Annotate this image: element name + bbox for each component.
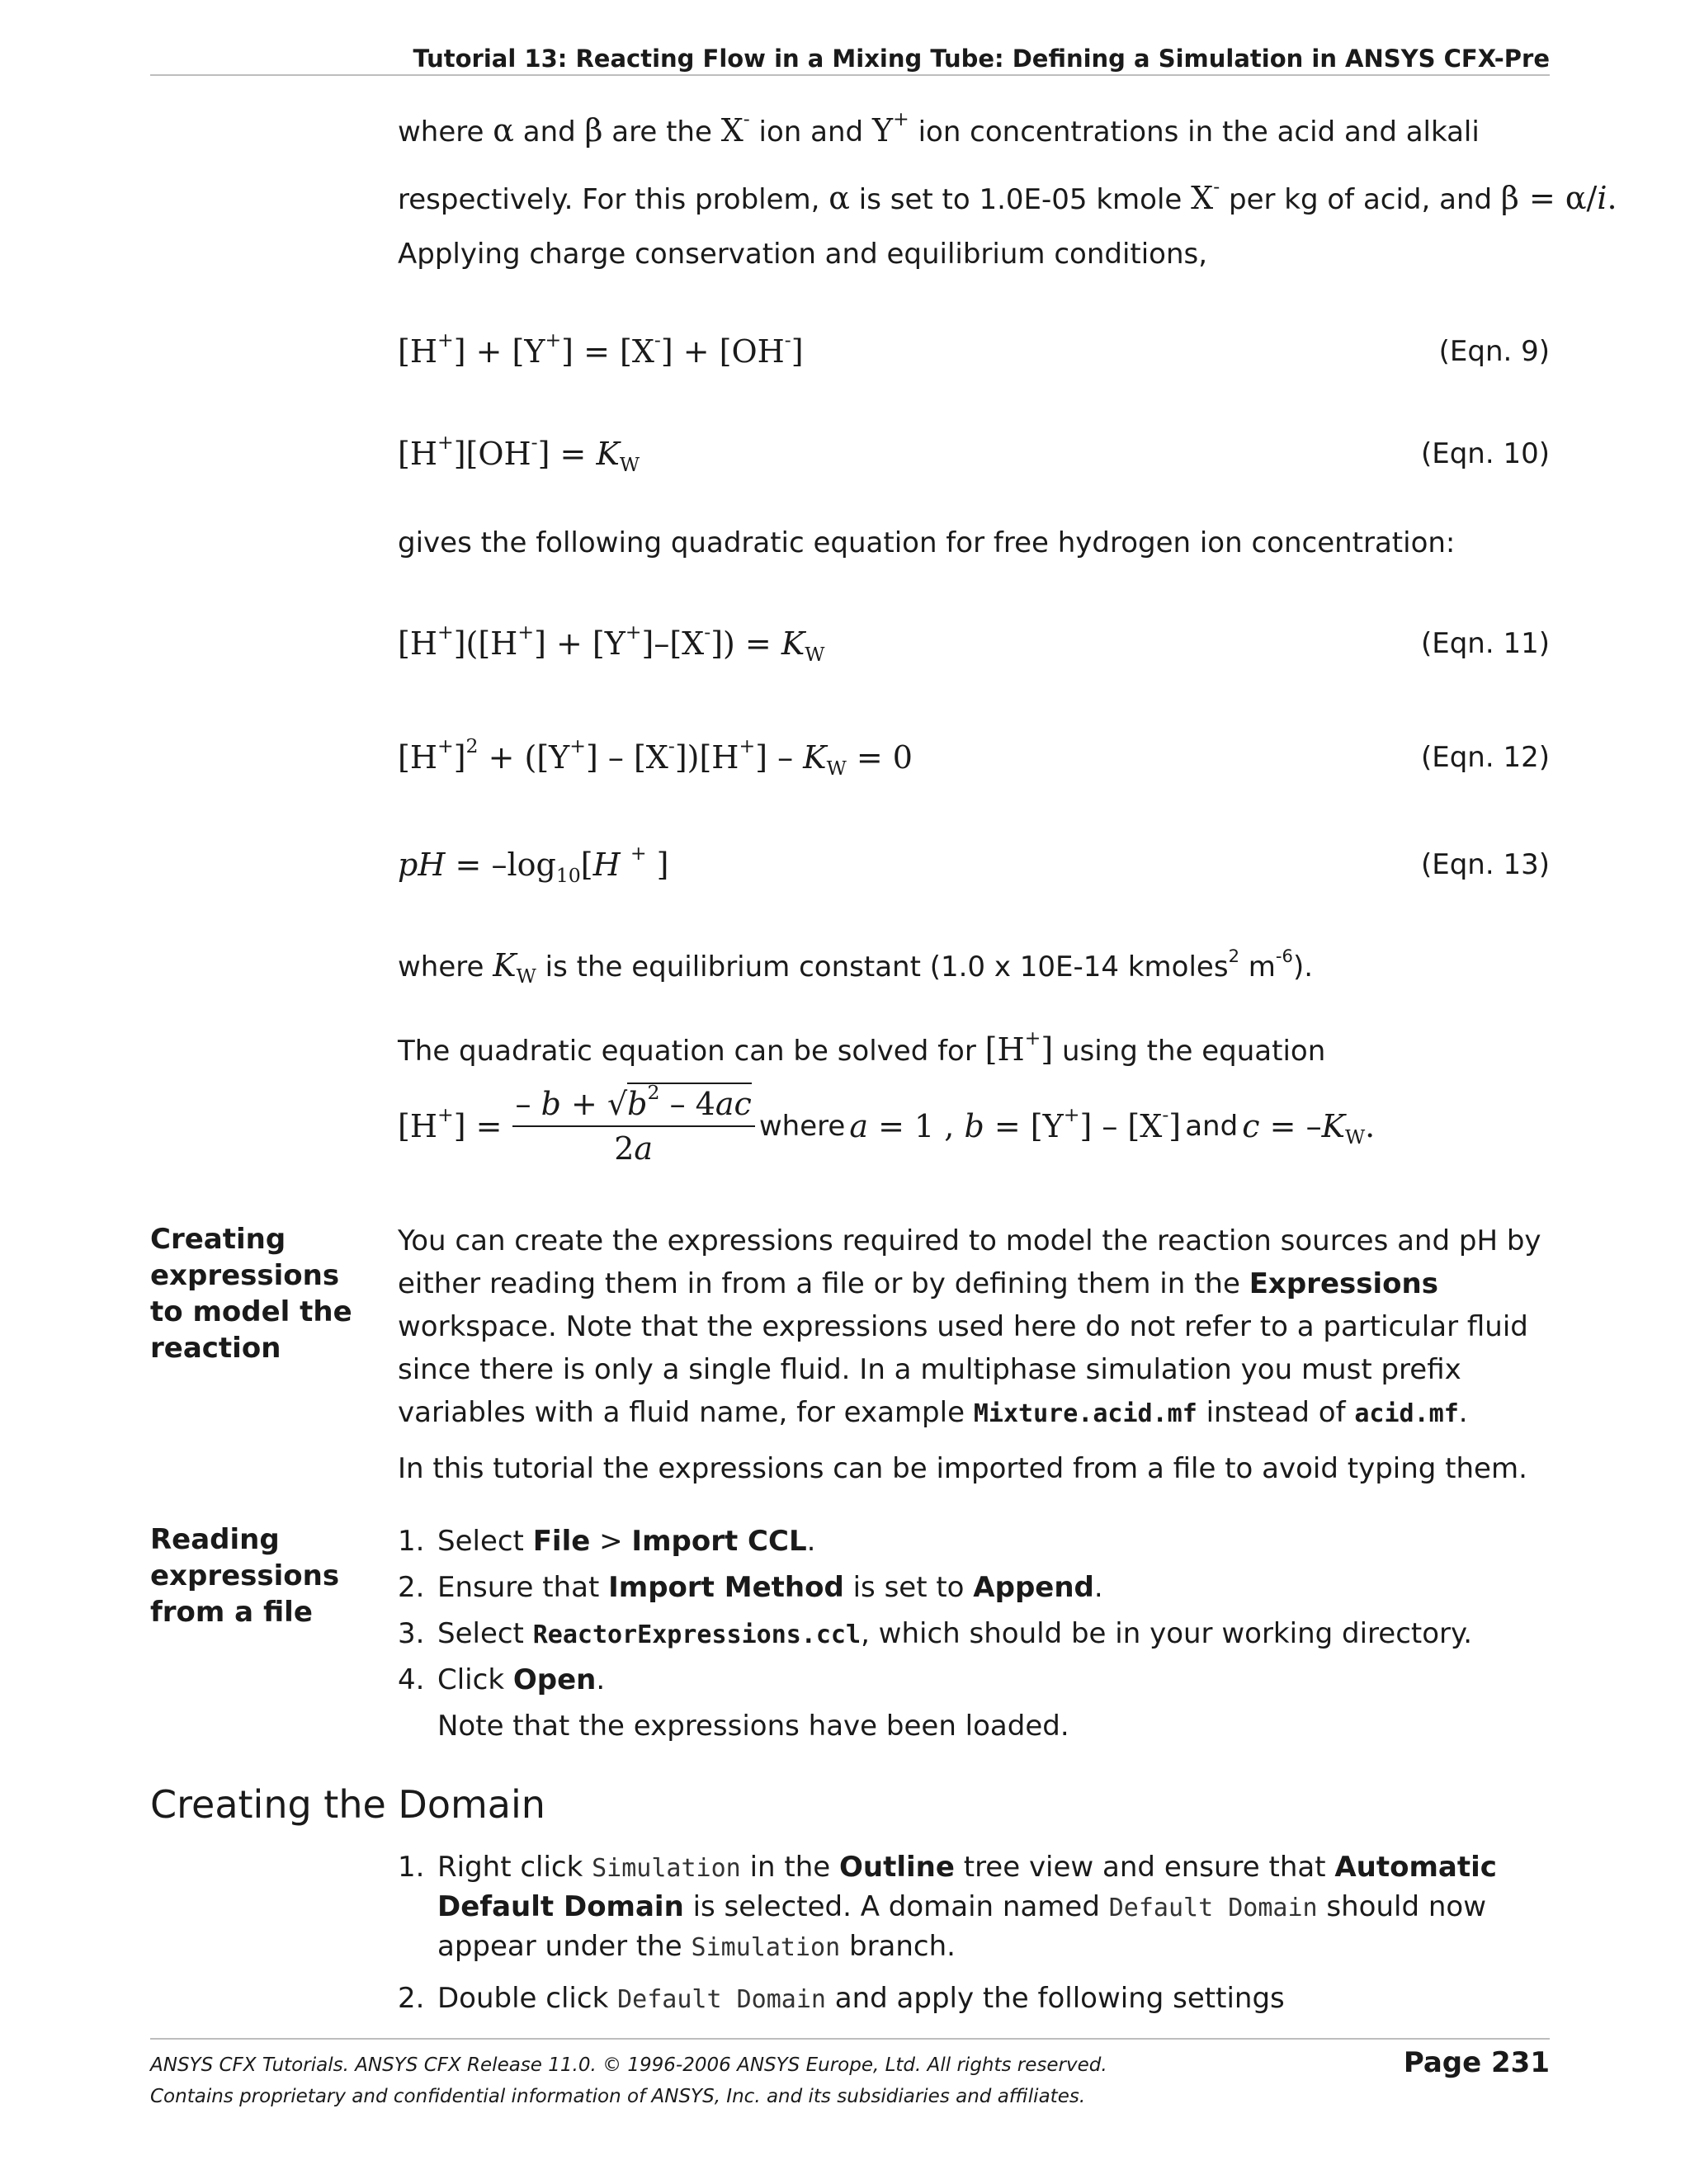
equation-10: $[H^+][OH^-] = K_W$ [398,431,640,477]
equation-9: [H+] + [Y+] = [X-] + [OH-] [398,328,804,370]
reading-step-3: 3. Select ReactorExpressions.ccl, which should be in your working directory. [398,1617,1473,1650]
equation-12-label: (Eqn. 12) [1420,741,1550,774]
loaded-note: Note that the expressions have been loaded. [437,1710,1069,1743]
side-head-reading-expressions: Reading expressions from a file [150,1523,340,1629]
equation-11-label: (Eqn. 11) [1420,627,1550,660]
reading-step-4: 4. Click Open. [398,1663,606,1696]
kw-definition: where $K_W$ is the equilibrium constant (1.0 x 10E-14 kmoles$^2$ $m^{-6}$). [398,946,1314,988]
page-header-title: Tutorial 13: Reacting Flow in a Mixing Tube: Defining a Simulation in ANSYS CFX-Pre [413,45,1550,73]
quadratic-solution: [H+] = $\frac{- b + √b^2 - 4ac}{2a}$ where a = 1 , b = [Y+] – [X-] and $c = -K_W$. [398,1081,1376,1167]
equation-13: pH = $-\log_{10}[H$ + ] [398,842,669,888]
equation-10-label: (Eqn. 10) [1420,437,1550,470]
equation-13-label: (Eqn. 13) [1420,848,1550,881]
equation-12: $[H^+]^2 + ([Y^+] - [X^-])[H^+] - K_W = 0$ [398,734,913,781]
equation-11: $[H^+]([H^+] + [Y^+]-[X^-]) = K_W$ [398,620,825,667]
section-title-creating-domain: Creating the Domain [150,1782,545,1827]
solve-line: The quadratic equation can be solved for [H+] using the equation [398,1026,1326,1068]
domain-step-2: 2. Double click Default Domain and apply the following settings [398,1982,1285,2015]
side-head-creating-expressions: Creating expressions to model the reaction [150,1223,352,1365]
page-number: Page 231 [1403,2046,1550,2079]
solution-fraction: $\frac{- b + √b^2 - 4ac}{2a}$ [512,1086,755,1167]
header-rule [150,74,1550,76]
intro-line-1: where α and β are the X- ion and Y+ ion concentrations in the acid and alkali [398,107,1480,149]
reading-step-2: 2. Ensure that Import Method is set to Append. [398,1571,1103,1604]
reading-step-1: 1. Select File > Import CCL. [398,1525,816,1558]
equation-9-label: (Eqn. 9) [1438,335,1550,368]
footer-copyright: ANSYS CFX Tutorials. ANSYS CFX Release 11.0. © 1996-2006 ANSYS Europe, Ltd. All rights reserved. Contains proprietary and confidential information of ANSYS, Inc. and its subsidiaries and affiliates. [150,2054,1107,2107]
intro-line-3: Applying charge conservation and equilibrium conditions, [398,238,1208,271]
domain-step-1: 1. Right click Simulation in the Outline tree view and ensure that Automatic Default Domain is selected. A domain named Default Domain should now appear under the Simulation branch. [398,1851,1497,1963]
import-note: In this tutorial the expressions can be imported from a file to avoid typing them. [398,1452,1527,1485]
creating-expressions-paragraph: You can create the expressions required to model the reaction sources and pH by either reading them in from a file or by defining them in the Expressions workspace. Note that the expressions used here do not refer to a particular fluid since there is only a single fluid. In a multiphase simulation you must prefix variables with a fluid name, for example Mixture.acid.mf instead of acid.mf. [398,1224,1541,1429]
footer-rule [150,2038,1550,2040]
quadratic-intro: gives the following quadratic equation for free hydrogen ion concentration: [398,526,1456,559]
intro-line-2: respectively. For this problem, α is set to 1.0E-05 kmole X- per kg of acid, and β = α/i. [398,175,1617,216]
